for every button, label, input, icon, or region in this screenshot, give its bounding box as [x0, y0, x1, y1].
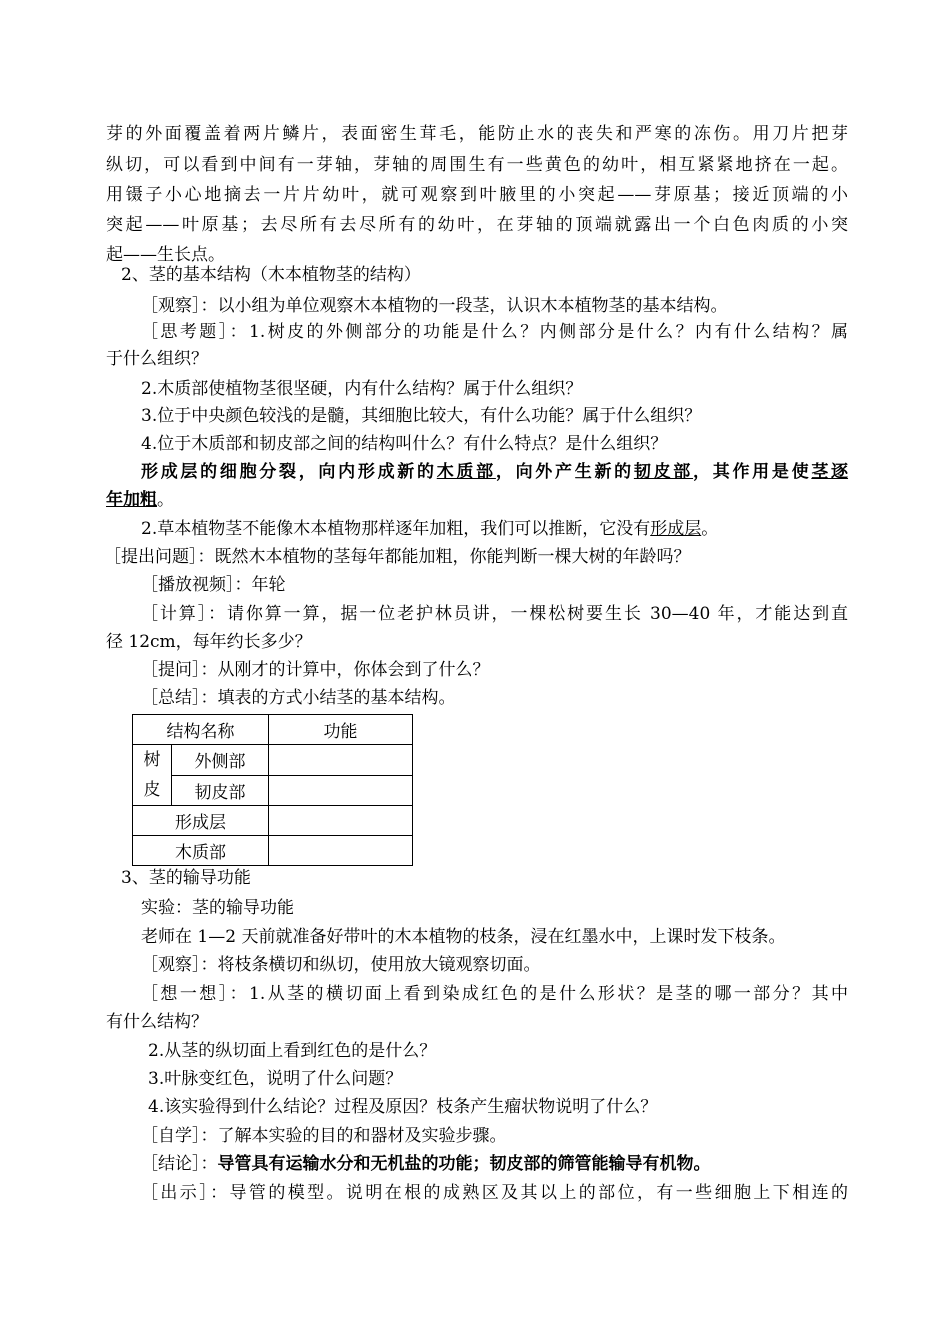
show-line: ［出示］：导管的模型。说明在根的成熟区及其以上的部位，有一些细胞上下相连的: [141, 1183, 848, 1203]
underlined-term: 年加粗: [106, 490, 157, 510]
observe-line: ［观察］：将枝条横切和纵切，使用放大镜观察切面。: [141, 955, 541, 975]
underlined-term: 茎逐: [811, 462, 849, 482]
calc-line: ［计算］：请你算一算，据一位老护林员讲，一棵松树要生长 30—40 年，才能达到直: [141, 604, 848, 624]
structure-cell: 外侧部: [172, 745, 269, 776]
bark-char: 皮: [143, 780, 161, 800]
table-row: [133, 806, 413, 836]
header-cell: 结构名称: [133, 715, 269, 745]
bold-text: ，向外产生新的: [495, 462, 634, 482]
question-line: 3.位于中央颜色较浅的是髓，其细胞比较大，有什么功能？属于什么组织？: [141, 406, 702, 426]
table-row: [133, 745, 413, 776]
structure-table: [132, 714, 413, 866]
section-heading: 2、茎的基本结构（木本植物茎的结构）: [121, 265, 421, 285]
function-cell: [269, 806, 413, 836]
think-line: 3.叶脉变红色，说明了什么问题？: [148, 1069, 403, 1089]
self-study-line: ［自学］：了解本实验的目的和器材及实验步骤。: [141, 1126, 507, 1146]
table-row: [133, 836, 413, 866]
para-line: 纵切，可以看到中间有一芽轴，芽轴的周围生有一些黄色的幼叶，相互紧紧地挤在一起。: [106, 155, 848, 175]
bold-text: 形成层的细胞分裂，向内形成新的: [141, 462, 437, 482]
underlined-term: 形成层: [650, 519, 702, 539]
underlined-term: 木质部: [436, 462, 496, 482]
question-line: 4.位于木质部和韧皮部之间的结构叫什么？有什么特点？是什么组织？: [141, 434, 668, 454]
think-line: 2.从茎的纵切面上看到红色的是什么？: [148, 1041, 437, 1061]
question-line: 于什么组织？: [106, 349, 208, 369]
prep-line: 老师在 1—2 天前就准备好带叶的木本植物的枝条，浸在红墨水中，上课时发下枝条。: [141, 927, 786, 947]
para-line: 起——生长点。: [106, 245, 225, 265]
period: 。: [701, 519, 719, 539]
period: 。: [157, 490, 174, 510]
bark-char: 树: [143, 750, 161, 770]
herb-text: 2.草本植物茎不能像木本植物那样逐年加粗，我们可以推断，它没有: [141, 519, 651, 539]
ask-line: ［提问］：从刚才的计算中，你体会到了什么？: [141, 660, 490, 680]
function-cell: [269, 775, 413, 806]
conclusion-label: ［结论］：: [141, 1154, 218, 1174]
function-cell: [269, 836, 413, 866]
calc-line: 径 12cm，每年约长多少？: [106, 632, 312, 652]
para-line: 用镊子小心地摘去一片片幼叶，就可观察到叶腋里的小突起——芽原基；接近顶端的小: [106, 185, 848, 205]
underlined-term: 韧皮部: [633, 462, 694, 482]
think-line: 有什么结构？: [106, 1012, 208, 1032]
conclusion-text: 导管具有运输水分和无机盐的功能；韧皮部的筛管能输导有机物。: [217, 1154, 711, 1174]
bark-cell: [133, 745, 172, 806]
question-line: ［思考题］：1.树皮的外侧部分的功能是什么？内侧部分是什么？内有什么结构？属: [141, 322, 848, 342]
table-row: [133, 715, 413, 745]
experiment-line: 实验：茎的输导功能: [141, 898, 294, 918]
function-cell: [269, 745, 413, 776]
structure-cell: 韧皮部: [172, 775, 269, 806]
bold-statement: [141, 462, 848, 482]
para-line: 突起——叶原基；去尽所有去尽所有的幼叶，在芽轴的顶端就露出一个白色肉质的小突: [106, 215, 848, 235]
conclusion-line: [141, 1154, 711, 1174]
question-line: 2.木质部使植物茎很坚硬，内有什么结构？属于什么组织？: [141, 379, 583, 399]
section-heading: 3、茎的输导功能: [121, 868, 251, 888]
think-line: ［想一想］：1.从茎的横切面上看到染成红色的是什么形状？是茎的哪一部分？其中: [141, 984, 848, 1004]
table-row: [133, 775, 413, 806]
video-line: ［播放视频］：年轮: [141, 575, 286, 595]
bold-statement-cont: [106, 490, 174, 510]
bold-text: ，其作用是使: [693, 462, 812, 482]
header-cell: 功能: [269, 715, 413, 745]
question-line: ［提出问题］：既然木本植物的茎每年都能加粗，你能判断一棵大树的年龄吗？: [104, 547, 691, 567]
observe-line: ［观察］：以小组为单位观察木本植物的一段茎，认识木本植物茎的基本结构。: [141, 296, 728, 316]
structure-cell: 木质部: [133, 836, 269, 866]
structure-cell: 形成层: [133, 806, 269, 836]
herb-line: [141, 519, 718, 539]
summary-line: ［总结］：填表的方式小结茎的基本结构。: [141, 688, 456, 708]
think-line: 4.该实验得到什么结论？过程及原因？枝条产生瘤状物说明了什么？: [148, 1097, 658, 1117]
para-line: 芽的外面覆盖着两片鳞片，表面密生茸毛，能防止水的丧失和严寒的冻伤。用刀片把芽: [106, 124, 848, 144]
